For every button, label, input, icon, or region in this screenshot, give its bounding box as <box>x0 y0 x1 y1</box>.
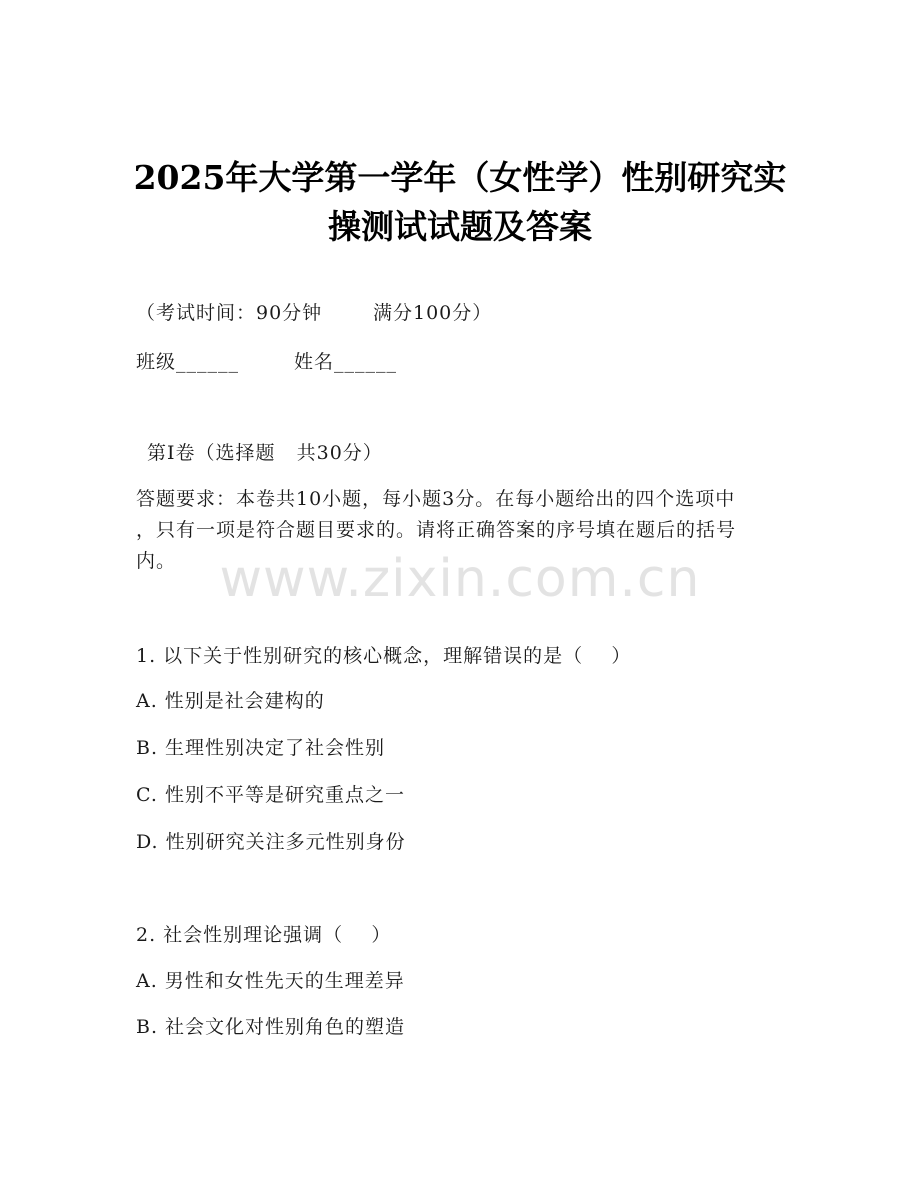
instructions-line-2: ，只有一项是符合题目要求的。请将正确答案的序号填在题后的括号 <box>136 519 737 541</box>
name-field-label: 姓名______ <box>294 351 398 373</box>
document-title-line-2: 操测试试题及答案 <box>328 207 592 246</box>
question-2-option-a: A. 男性和女性先天的生理差异 <box>136 970 405 992</box>
question-1-option-d: D. 性别研究关注多元性别身份 <box>136 831 406 853</box>
instructions-line-3: 内。 <box>136 550 177 572</box>
instructions-line-1: 答题要求：本卷共10小题，每小题3分。在每小题给出的四个选项中 <box>136 488 736 510</box>
question-2-stem: 2. 社会性别理论强调（ ） <box>136 924 392 946</box>
question-1-option-c: C. 性别不平等是研究重点之一 <box>136 784 405 806</box>
exam-time: （考试时间：90分钟 <box>136 302 323 324</box>
question-1-option-a: A. 性别是社会建构的 <box>136 690 325 712</box>
question-2-option-b: B. 社会文化对性别角色的塑造 <box>136 1016 406 1038</box>
document-title-line-1: 2025年大学第一学年（女性学）性别研究实 <box>133 158 787 197</box>
exam-full-score: 满分100分） <box>373 302 493 324</box>
site-watermark: www.zixin.com.cn <box>219 549 701 609</box>
section-heading: 第I卷（选择题 共30分） <box>147 442 383 464</box>
question-1-stem: 1. 以下关于性别研究的核心概念，理解错误的是（ ） <box>136 645 632 667</box>
class-field-label: 班级______ <box>136 351 240 373</box>
question-1-option-b: B. 生理性别决定了社会性别 <box>136 737 386 759</box>
